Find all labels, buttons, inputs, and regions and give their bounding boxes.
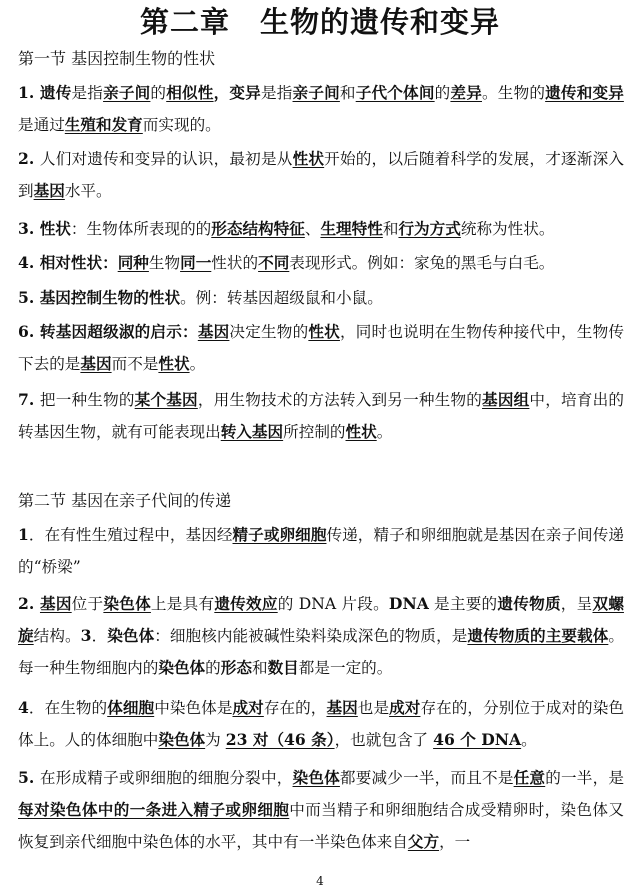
key-term: 生殖和发育 [64, 115, 143, 134]
key-term: 形态结构特征 [211, 219, 305, 238]
key-term: 某个基因 [134, 390, 198, 409]
text-run: 。生物的 [482, 84, 546, 102]
text-run: ．在生物的 [28, 699, 108, 717]
page-number: 4 [316, 874, 324, 888]
s2-paragraph-3 [18, 692, 624, 756]
text-run: 和 [339, 84, 356, 102]
key-term: 相似性 [166, 83, 214, 102]
key-term: 同种 [117, 253, 149, 272]
text-run: 的 [434, 84, 451, 102]
s2-paragraph-1 [18, 519, 624, 583]
key-term: 染色体 [103, 594, 151, 613]
bold-text: 染色体 [158, 658, 206, 677]
key-term: 46 个 DNA [433, 730, 522, 749]
bold-text: 数目 [267, 658, 299, 677]
text-run: 把一种生物的 [39, 391, 135, 409]
s1-paragraph-2 [18, 143, 624, 207]
text-run: 传递，精子和卵细胞就是基因在亲子间传递的“桥梁” [18, 526, 624, 576]
text-run: 中而当精子和卵细胞结合成受精卵时，染色体又恢复到亲代细胞中染色体的水平，其中有一半染色体来自 [18, 801, 624, 851]
key-term: 双螺旋 [18, 594, 624, 645]
key-term: 成对 [232, 698, 264, 717]
text-run: 而不是 [111, 355, 159, 373]
text-run: 的 [150, 84, 167, 102]
s1-paragraph-7 [18, 384, 624, 448]
text-run: 都要减少一半，而且不是 [339, 769, 514, 787]
key-term: 性状 [345, 422, 377, 441]
bold-text: 6. 转基因超级淑的启示： [18, 322, 198, 341]
key-term: 父方 [407, 832, 440, 851]
text-run: 位于 [71, 595, 104, 613]
key-term: 遗传和变异 [545, 83, 624, 102]
key-term: 基因组 [482, 390, 530, 409]
text-run: 决定生物的 [229, 323, 309, 341]
text-run: 性状的 [211, 254, 259, 272]
text-run: 所控制的 [283, 423, 346, 441]
text-run: ．在有性生殖过程中，基因经 [28, 526, 233, 544]
text-run: 也是 [357, 699, 390, 717]
text-run: 都是一定的。 [298, 659, 393, 677]
bold-text: 2. [18, 149, 40, 168]
bold-text: 3. 性状 [18, 219, 71, 238]
text-run: 、 [304, 220, 321, 238]
text-run: ，呈 [560, 595, 593, 613]
key-term: 成对 [389, 698, 421, 717]
key-term: 基因 [80, 354, 112, 373]
text-run: 是通过 [18, 116, 65, 134]
key-term: 遗传效应 [214, 594, 278, 613]
text-run: ，也就包含了 [334, 731, 434, 749]
key-term: 基因 [197, 322, 230, 341]
key-term: 任意 [513, 768, 546, 787]
text-run: ，用生物技术的方法转入到另一种生物的 [197, 391, 483, 409]
bold-text: 形态 [220, 658, 252, 677]
key-term: 基因 [39, 594, 72, 613]
text-run: 结构。 [33, 627, 81, 645]
key-term: 子代个体间 [355, 83, 435, 102]
bold-text: 1 [18, 525, 29, 544]
text-run: 。 [521, 731, 537, 749]
text-run: 的 DNA 片段。 [277, 595, 389, 613]
key-term: 精子或卵细胞 [232, 525, 327, 544]
text-run: ，一 [439, 833, 471, 851]
bold-text: 1. [18, 83, 40, 102]
bold-text: 7. [18, 390, 40, 409]
text-run: ：生物体所表现的的 [70, 220, 212, 238]
s2-paragraph-4 [18, 762, 624, 858]
text-run: 上是具有 [150, 595, 215, 613]
text-run: 生物 [148, 254, 181, 272]
key-term: 转入基因 [220, 422, 284, 441]
s1-paragraph-1 [18, 77, 624, 141]
text-run: 统称为性状。 [460, 220, 555, 238]
text-run: 。例：转基因超级鼠和小鼠。 [180, 289, 383, 307]
key-term: 差异 [450, 83, 482, 102]
key-term: 遗传物质的主要载体 [467, 626, 609, 645]
key-term: 23 对（46 条） [225, 730, 335, 749]
text-run: 人们对遗传和变异的认识，最初是从 [39, 150, 293, 168]
key-term: 亲子间 [292, 83, 340, 102]
bold-text: 5. 基因控制生物的性状 [18, 288, 181, 307]
text-run: ：细胞核内能被碱性染料染成深色的物质，是 [154, 627, 468, 645]
text-run: ． [91, 627, 108, 645]
text-run: 。 [189, 355, 206, 373]
bold-text: 5. [18, 768, 40, 787]
key-term: 行为方式 [398, 219, 461, 238]
text-run: 中，培育出的转基因生物，就有可能表现出 [18, 391, 624, 441]
text-run: 的一半，是 [545, 769, 624, 787]
text-run: 是指 [260, 84, 293, 102]
key-term: 性状 [292, 149, 325, 168]
text-run: 表现形式。例如：家兔的黑毛与白毛。 [289, 254, 555, 272]
key-term: 性状 [308, 322, 340, 341]
key-term: 性状 [158, 354, 190, 373]
bold-text: DNA [388, 594, 429, 613]
text-run: 的 [205, 659, 221, 677]
text-run: 在形成精子或卵细胞的细胞分裂中， [39, 769, 293, 787]
bold-text: ， [213, 83, 230, 102]
key-term: 染色体 [158, 730, 206, 749]
s1-paragraph-5 [18, 282, 624, 314]
text-run: 水平。 [64, 182, 112, 200]
text-run: 存在的， [263, 699, 327, 717]
text-run: 和 [382, 220, 399, 238]
key-term: 亲子间 [103, 83, 151, 102]
text-run: 为 [205, 731, 226, 749]
key-term: 体细胞 [107, 698, 155, 717]
bold-text: 遗传 [39, 83, 72, 102]
text-run: 。 [376, 423, 393, 441]
text-run: 开始的，以后随着科学的发展，才逐渐深入到 [18, 150, 624, 200]
key-term: 染色体 [292, 768, 340, 787]
text-run: 和 [251, 659, 268, 677]
s1-paragraph-3 [18, 213, 624, 245]
bold-text: 染色体 [107, 626, 155, 645]
bold-text: 遗传物质 [497, 594, 561, 613]
section-1-heading: 第一节 基因控制生物的性状 [18, 49, 216, 68]
bold-text: 4. 相对性状： [18, 253, 118, 272]
s1-paragraph-6 [18, 316, 624, 380]
key-term: 每对染色体中的一条进入精子或卵细胞 [18, 800, 290, 819]
key-term: 不同 [258, 253, 290, 272]
bold-text: 3 [80, 626, 92, 645]
s2-paragraph-2 [18, 588, 624, 684]
bold-text: 变异 [229, 83, 261, 102]
section-2-heading: 第二节 基因在亲子代间的传递 [18, 491, 232, 510]
bold-text: 4 [18, 698, 29, 717]
key-term: 基因 [33, 181, 65, 200]
key-term: 同一 [180, 253, 212, 272]
text-run: 。每一种生物细胞内的 [18, 627, 624, 677]
text-run: 中染色体是 [154, 699, 233, 717]
s1-paragraph-4 [18, 247, 624, 279]
text-run: ，同时也说明在生物传种接代中，生物传下去的是 [18, 323, 624, 373]
key-term: 基因 [326, 698, 358, 717]
text-run: 而实现的。 [142, 116, 221, 134]
text-run: 存在的，分别位于成对的染色体上。人的体细胞中 [18, 699, 624, 749]
chapter-title: 第二章 生物的遗传和变异 [139, 5, 500, 39]
text-run: 是主要的 [428, 595, 498, 613]
bold-text: 2. [18, 594, 40, 613]
text-run: 是指 [71, 84, 104, 102]
key-term: 生理特性 [320, 219, 383, 238]
